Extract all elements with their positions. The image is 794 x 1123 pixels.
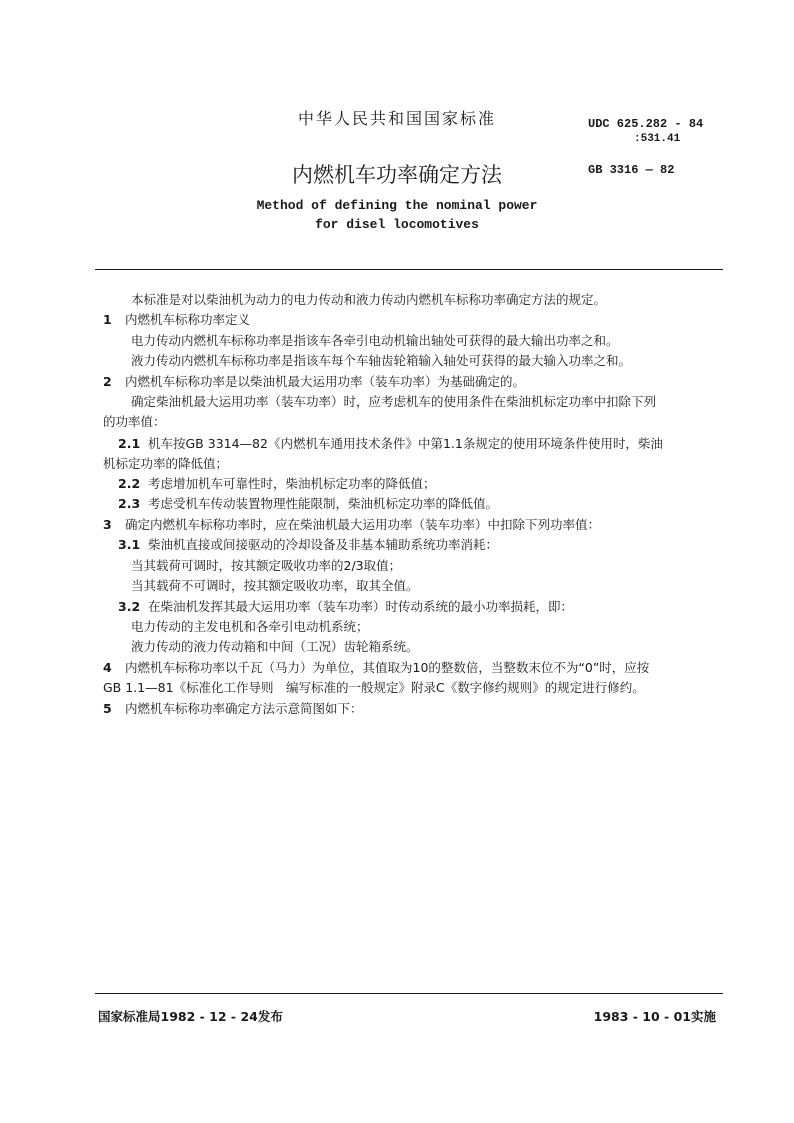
section-3-2-number: 3.2: [118, 599, 141, 614]
section-4-number: 4: [103, 660, 112, 675]
section-1-para-1: 电力传动内燃机车标称功率是指该车各牵引电动机输出轴处可获得的最大输出功率之和。: [131, 333, 619, 348]
section-3-2-text: 在柴油机发挥其最大运用功率（装车功率）时传动系统的最小功率损耗，即：: [148, 599, 574, 614]
section-2-2: [118, 474, 436, 492]
section-1-para-2: 液力传动内燃机车标称功率是指该车每个车轴齿轮箱输入轴处可获得的最大输入功率之和。: [131, 353, 632, 368]
udc-code: UDC 625.282 - 84: [588, 117, 704, 131]
intro-paragraph: 本标准是对以柴油机为动力的电力传动和液力传动内燃机车标称功率确定方法的规定。: [131, 292, 607, 307]
section-3-1: [118, 535, 498, 553]
section-2-2-number: 2.2: [118, 476, 141, 491]
section-2-1-line-2: 机标定功率的降低值；: [103, 456, 229, 471]
section-2-para-line-2: 的功率值：: [103, 414, 166, 429]
udc-code-continued: :531.41: [634, 133, 681, 145]
section-2-1-number: 2.1: [118, 436, 141, 451]
section-2-heading: [103, 372, 525, 390]
section-4-line-2: GB 1.1—81《标准化工作导则 编写标准的一般规定》附录C《数字修约规则》的规定进行修约。: [103, 680, 645, 695]
section-2-3: [118, 494, 498, 512]
issue-date: 国家标准局1982 - 12 - 24发布: [98, 1009, 283, 1024]
section-5-number: 5: [103, 701, 112, 716]
section-2-1-line-1: [118, 434, 663, 452]
section-2-para-line-1: 确定柴油机最大运用功率（装车功率）时，应考虑机车的使用条件在柴油机标定功率中扣除下列: [131, 394, 657, 409]
document-title-en-line2: for disel locomotives: [315, 217, 479, 232]
section-5-heading: [103, 699, 363, 717]
section-3-number: 3: [103, 517, 112, 532]
section-2-1-text: 机车按GB 3314—82《内燃机车通用技术条件》中第1.1条规定的使用环境条件使用时，柴油: [148, 436, 663, 451]
section-2-3-text: 考虑受机车传动装置物理性能限制，柴油机标定功率的降低值。: [148, 496, 499, 511]
section-3-2: [118, 597, 573, 615]
gb-standard-code: GB 3316 — 82: [588, 163, 675, 177]
section-2-3-number: 2.3: [118, 496, 141, 511]
section-3-2-item-a: 电力传动的主发电机和各牵引电动机系统；: [131, 619, 369, 634]
section-3-1-number: 3.1: [118, 537, 141, 552]
section-2-2-text: 考虑增加机车可靠性时，柴油机标定功率的降低值；: [148, 476, 436, 491]
section-3-1-item-a: 当其载荷可调时，按其额定吸收功率的2/3取值；: [131, 558, 402, 573]
section-3-heading: [103, 515, 600, 533]
section-3-1-text: 柴油机直接或间接驱动的冷却设备及非基本辅助系统功率消耗：: [148, 537, 499, 552]
section-2-title: 内燃机车标称功率是以柴油机最大运用功率（装车功率）为基础确定的。: [125, 374, 526, 389]
section-4-line-1: [103, 658, 649, 676]
section-1-heading: [103, 310, 250, 328]
document-title-en-line1: Method of defining the nominal power: [256, 198, 538, 213]
header-divider: [95, 269, 723, 270]
section-3-1-item-b: 当其载荷不可调时，按其额定吸收功率，取其全值。: [131, 578, 419, 593]
standard-name: 中华人民共和国国家标准: [297, 109, 496, 128]
section-1-number: 1: [103, 312, 112, 327]
document-title-cn: 内燃机车功率确定方法: [292, 163, 502, 187]
effective-date: 1983 - 10 - 01实施: [593, 1009, 716, 1024]
section-3-title: 确定内燃机车标称功率时，应在柴油机最大运用功率（装车功率）中扣除下列功率值：: [125, 517, 601, 532]
section-2-number: 2: [103, 374, 112, 389]
section-1-title: 内燃机车标称功率定义: [125, 312, 251, 327]
section-3-2-item-b: 液力传动的液力传动箱和中间（工况）齿轮箱系统。: [131, 639, 419, 654]
section-5-text: 内燃机车标称功率确定方法示意简图如下：: [125, 701, 363, 716]
footer-divider: [95, 993, 723, 994]
section-4-text: 内燃机车标称功率以千瓦（马力）为单位，其值取为10的整数倍，当整数末位不为“0”时，应按: [125, 660, 650, 675]
